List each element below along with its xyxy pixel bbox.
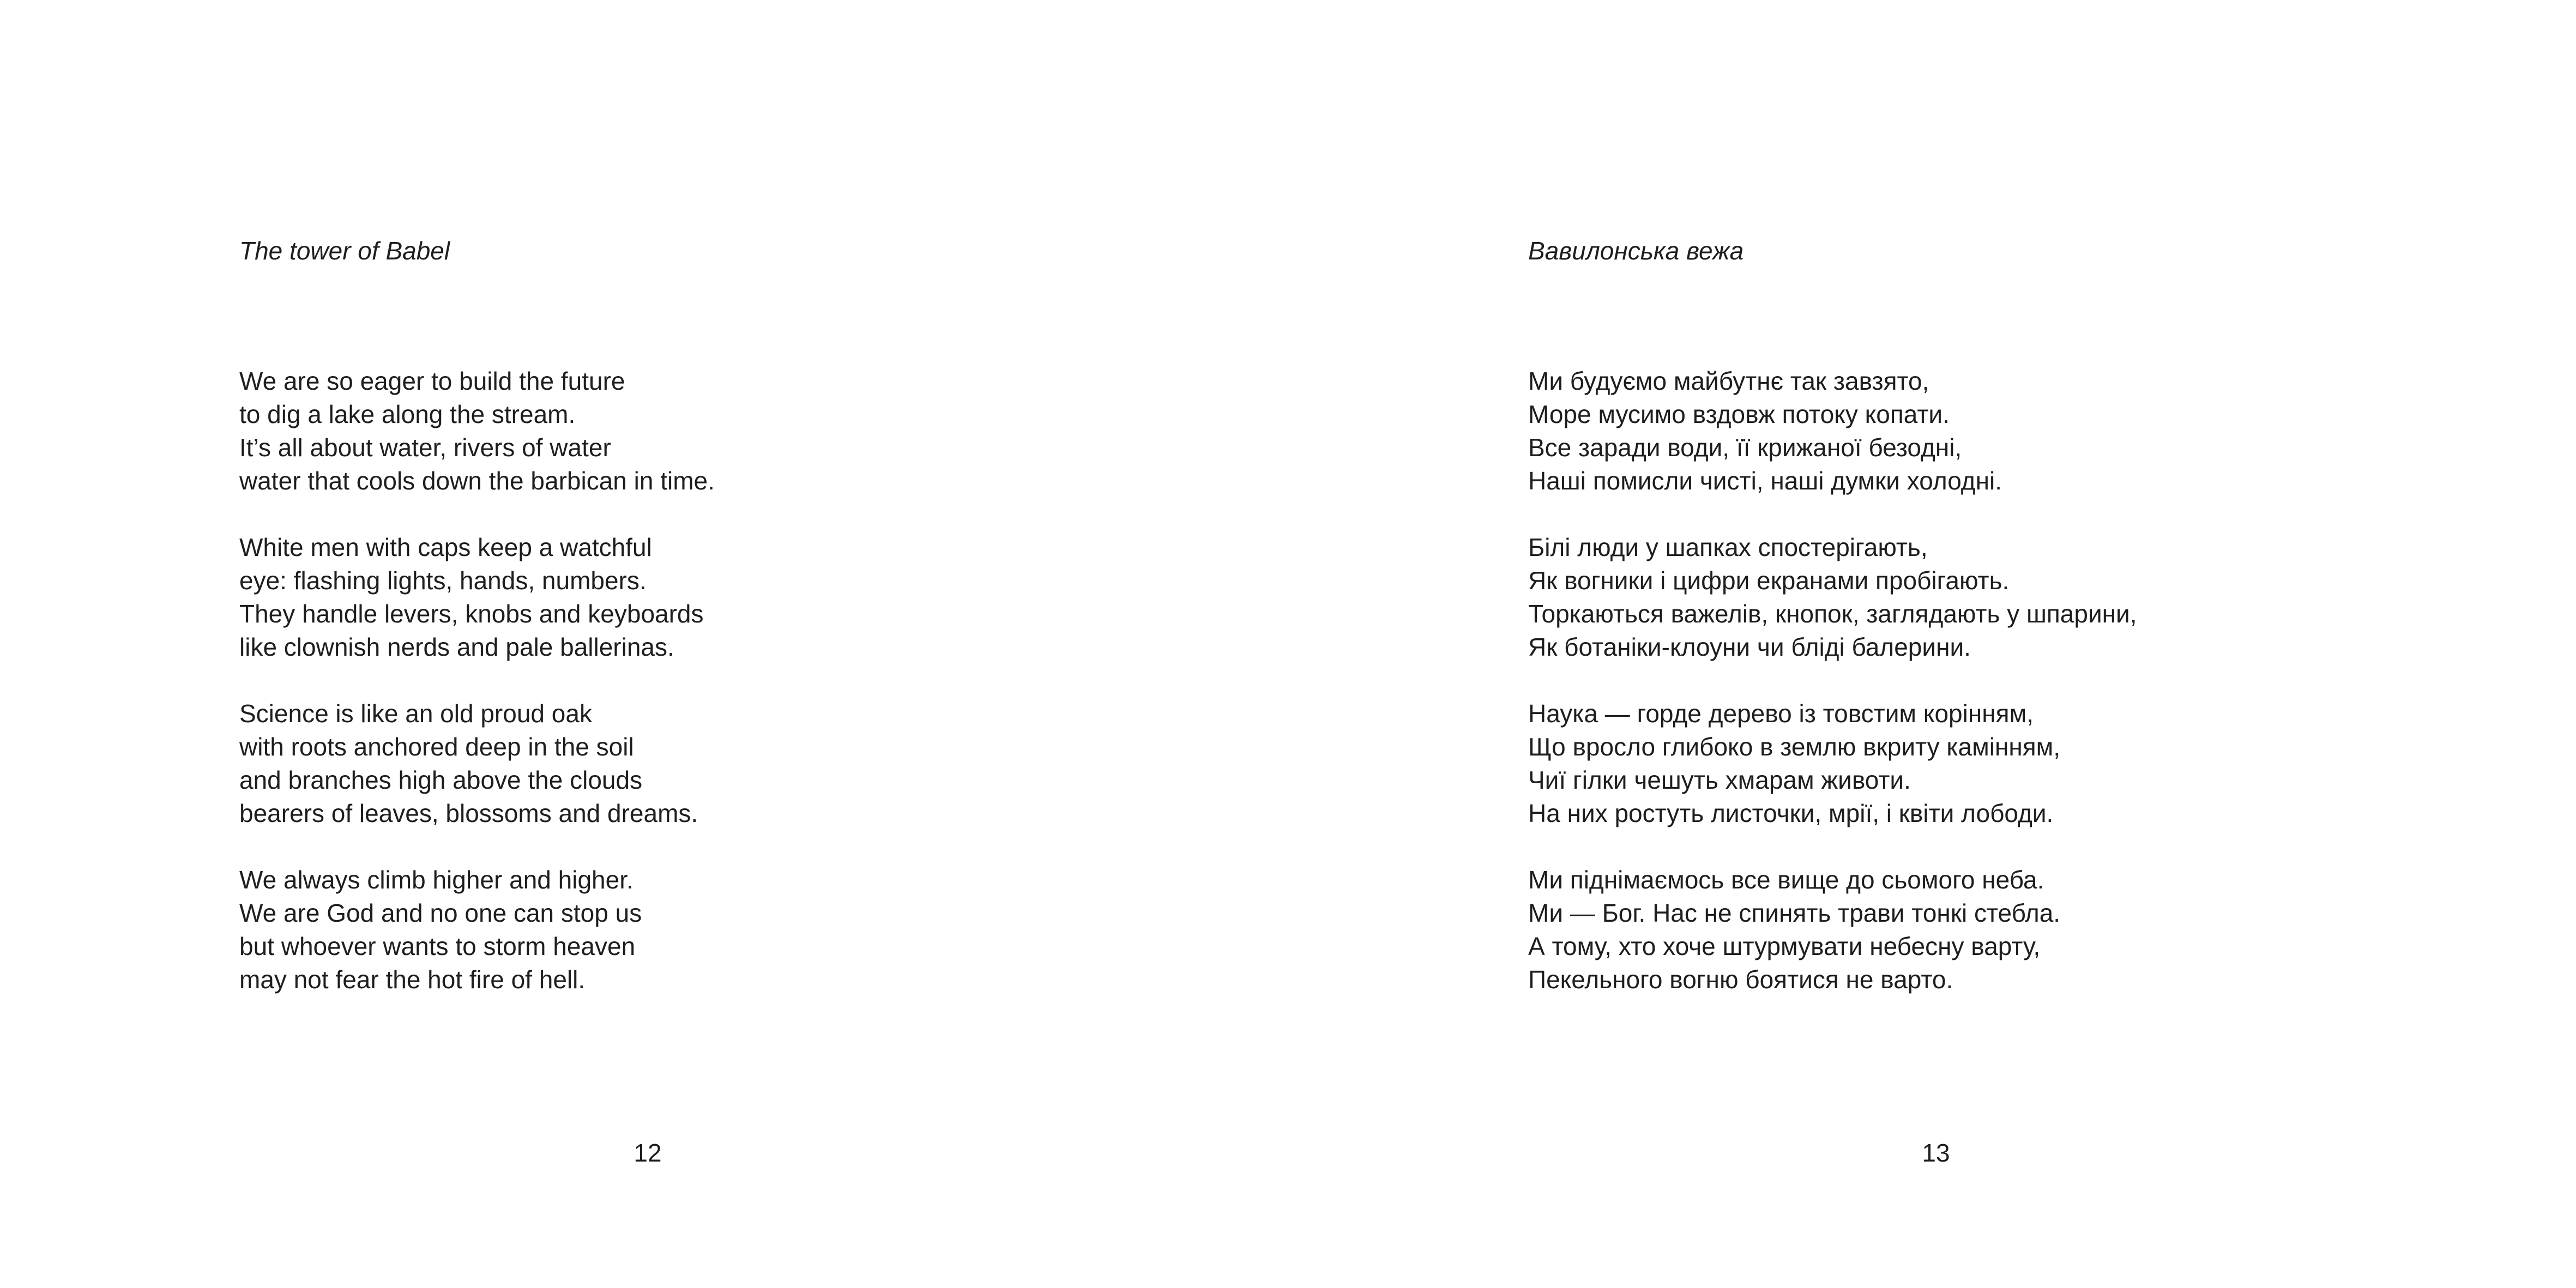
stanza <box>239 531 715 664</box>
poem-line: Ми піднімаємось все вище до сьомого неба. <box>1528 866 2044 894</box>
page-number: 12 <box>634 1139 662 1167</box>
poem-line: Як ботаніки-клоуни чи бліді балерини. <box>1528 633 1971 661</box>
poem-line: with roots anchored deep in the soil <box>239 733 634 761</box>
poem-line: Все заради води, її крижаної безодні, <box>1528 433 1962 462</box>
poem-line: We are so eager to build the future <box>239 367 625 395</box>
poem-line: and branches high above the clouds <box>239 766 643 794</box>
stanza <box>1528 697 2137 830</box>
poem-line: Як вогники і цифри екранами пробігають. <box>1528 566 2010 595</box>
poem-line: Наука — горде дерево із товстим корінням, <box>1528 699 2034 728</box>
poem-line: White men with caps keep a watchful <box>239 533 652 561</box>
poem-line: Чиї гілки чешуть хмарам животи. <box>1528 766 1911 794</box>
poem-line: We always climb higher and higher. <box>239 866 634 894</box>
poem-line: to dig a lake along the stream. <box>239 400 576 428</box>
poem-line: They handle levers, knobs and keyboards <box>239 600 704 628</box>
right-page <box>1288 0 2576 1288</box>
poem-line: eye: flashing lights, hands, numbers. <box>239 566 647 595</box>
poem-line: Ми будуємо майбутнє так завзято, <box>1528 367 1929 395</box>
poem-line: like clownish nerds and pale ballerinas. <box>239 633 674 661</box>
poem-line: Торкаються важелів, кнопок, заглядають у шпарини, <box>1528 600 2137 628</box>
stanza <box>1528 863 2137 996</box>
poem-line: bearers of leaves, blossoms and dreams. <box>239 799 698 827</box>
poem-title-ukrainian: Вавилонська вежа <box>1528 237 1744 265</box>
poem-line: На них ростуть листочки, мрії, і квіти лободи. <box>1528 799 2054 827</box>
poem-line: Море мусимо вздовж потоку копати. <box>1528 400 1950 428</box>
poem-line: water that cools down the barbican in time. <box>239 467 715 495</box>
poem-line: Пекельного вогню боятися не варто. <box>1528 965 1953 994</box>
poem-line: Наші помисли чисті, наші думки холодні. <box>1528 467 2002 495</box>
poem-line: Білі люди у шапках спостерігають, <box>1528 533 1928 561</box>
stanza <box>1528 365 2137 498</box>
stanza <box>239 697 715 830</box>
page-number: 13 <box>1922 1139 1950 1167</box>
poem-line: Що вросло глибоко в землю вкриту камінням, <box>1528 733 2061 761</box>
poem-line: may not fear the hot fire of hell. <box>239 965 586 994</box>
poem-line: Science is like an old proud oak <box>239 699 592 728</box>
poem-line: It’s all about water, rivers of water <box>239 433 611 462</box>
poem-line: Ми — Бог. Нас не спинять трави тонкі стебла. <box>1528 899 2061 927</box>
poem-line: We are God and no one can stop us <box>239 899 642 927</box>
stanza <box>239 863 715 996</box>
poem-body-ukrainian <box>1528 365 2137 996</box>
poem-title-english: The tower of Babel <box>239 237 450 265</box>
stanza <box>239 365 715 498</box>
poem-line: but whoever wants to storm heaven <box>239 932 636 960</box>
poem-body-english <box>239 365 715 996</box>
stanza <box>1528 531 2137 664</box>
poem-line: А тому, хто хоче штурмувати небесну варту, <box>1528 932 2041 960</box>
